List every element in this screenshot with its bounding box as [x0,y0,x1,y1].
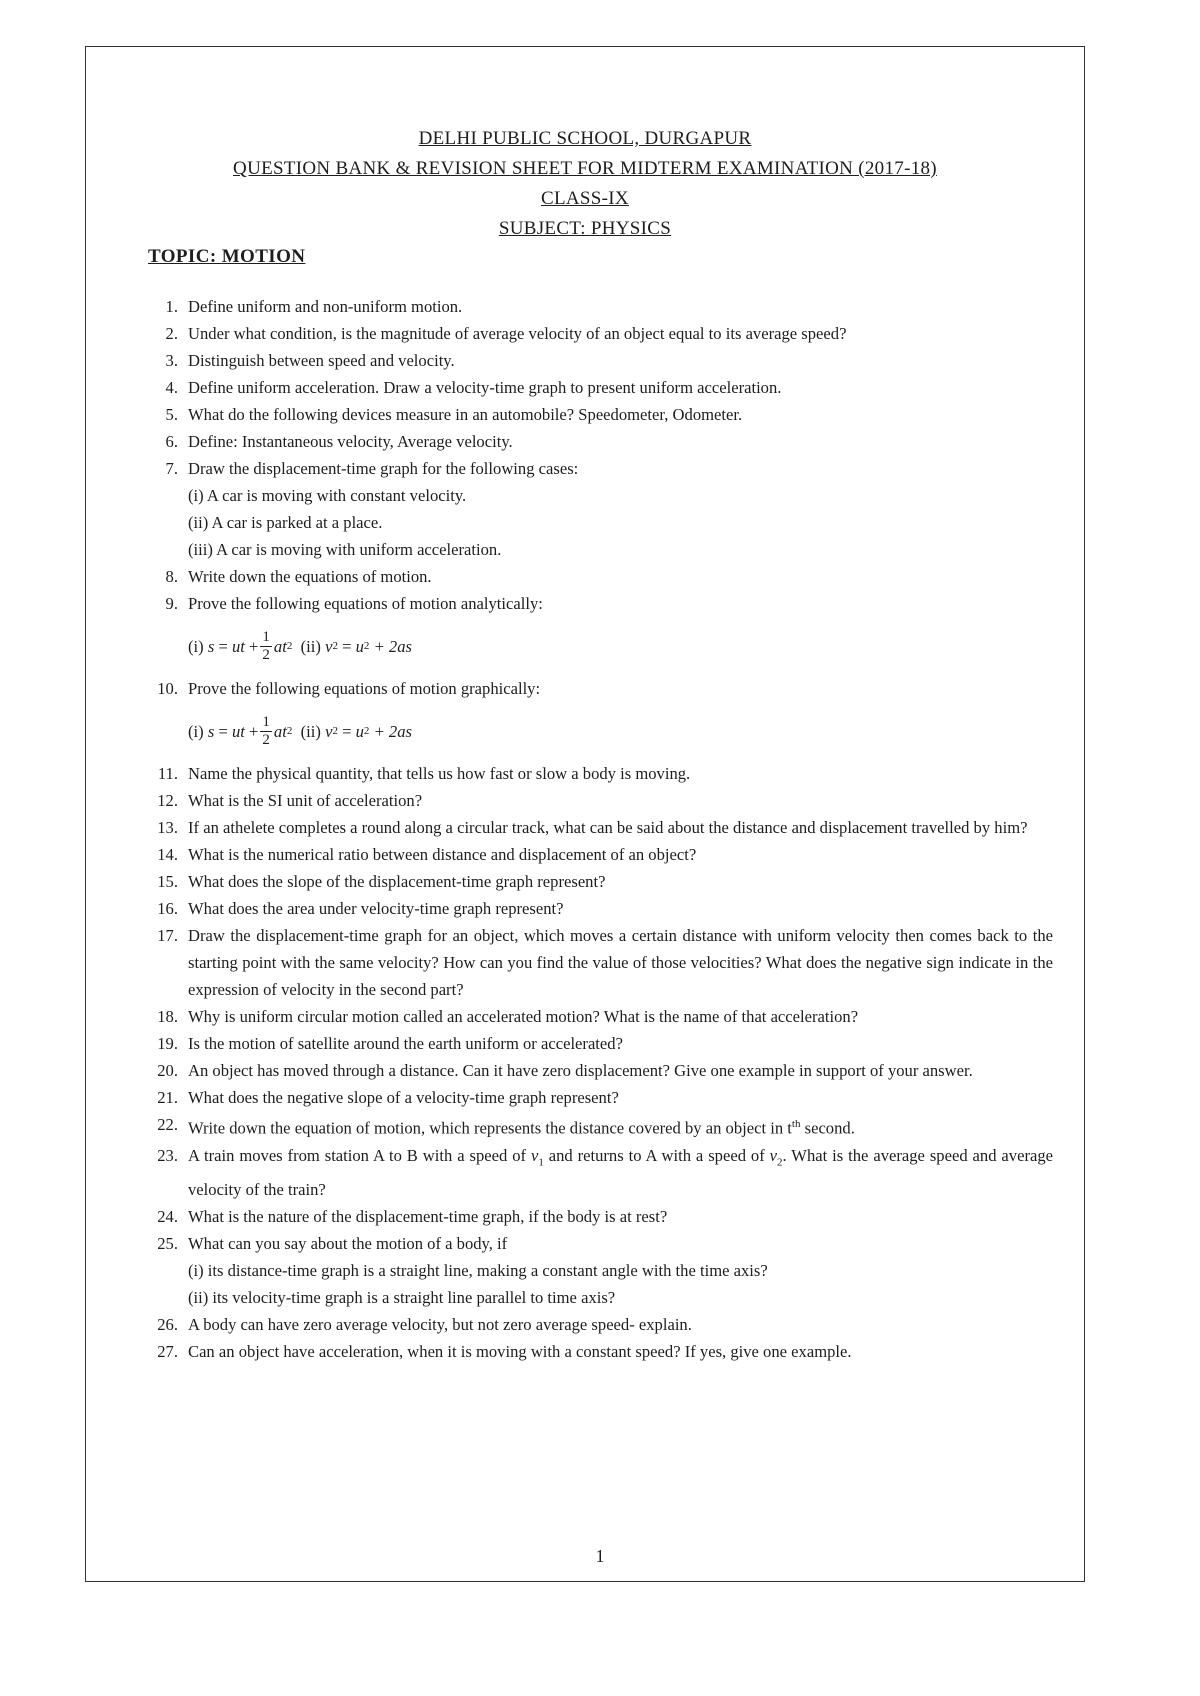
question-item: 20. An object has moved through a distance. Can it have zero displacement? Give one example in support of your answer. [157,1061,973,1080]
question-item: 7. Draw the displacement-time graph for the following cases: [165,459,579,478]
question-item: 12. What is the SI unit of acceleration? [157,791,423,810]
question-item: 19. Is the motion of satellite around the earth uniform or accelerated? [157,1034,623,1053]
sheet-title: QUESTION BANK & REVISION SHEET FOR MIDTERM EXAMINATION (2017-18) [233,158,937,179]
question-item: 18. Why is uniform circular motion called an accelerated motion? What is the name of that acceleration? [157,1007,859,1026]
sub-question: (ii) A car is parked at a place. [188,513,383,532]
question-item: 11. Name the physical quantity, that tells us how fast or slow a body is moving. [157,764,691,783]
sub-question: (i) its distance-time graph is a straight line, making a constant angle with the time axis? [188,1260,768,1280]
sub-question: (i) A car is moving with constant velocity. [188,486,467,505]
question-item: 23. A train moves from station A to B with a speed of $v_1$ and returns to A with a speed of $v_2$. What is the average speed and average velocity of the train? [157,1145,1053,1199]
question-item: 24. What is the nature of the displacement-time graph, if the body is at rest? [157,1206,668,1226]
question-item: 9. Prove the following equations of motion analytically: [165,594,543,613]
question-item: 13. If an athelete completes a round along a circular track, what can be said about the distance and displacement travelled by him? [157,818,1028,837]
question-item: 26. A body can have zero average velocity, but not zero average speed- explain. [157,1314,692,1334]
question-item: 15. What does the slope of the displacement-time graph represent? [157,872,606,891]
school-name: DELHI PUBLIC SCHOOL, DURGAPUR [418,128,752,149]
class-label: CLASS-IX [541,188,629,209]
question-item: 5. What do the following devices measure in an automobile? Speedometer, Odometer. [165,405,743,424]
question-item: 17. Draw the displacement-time graph for an object, which moves a certain distance with uniform velocity then comes back to the starting point with the same velocity? How can you find the value of those velocities? What does the negative sign indicate in the expression of velocity in the second part? [157,926,1053,999]
question-item: 2. Under what condition, is the magnitude of average velocity of an object equal to its average speed? [165,324,847,343]
question-item: 6. Define: Instantaneous velocity, Average velocity. [165,432,513,451]
sub-question: (iii) A car is moving with uniform acceleration. [188,540,502,559]
question-item: 22. Write down the equation of motion, which represents the distance covered by an object in $t^{th}$ second. [157,1115,855,1138]
subject-label: SUBJECT: PHYSICS [498,218,672,239]
topic-heading: TOPIC: MOTION [148,246,306,267]
equation-line: (i) s = ut + $\frac{1}{2}$ at 2 (ii) v 2 = u 2 + 2as [188,628,412,663]
page-number: 1 [595,1546,605,1566]
question-item: 4. Define uniform acceleration. Draw a velocity-time graph to present uniform acceleration. [165,378,782,397]
question-item: 8. Write down the equations of motion. [165,567,432,586]
question-item: 27. Can an object have acceleration, when it is moving with a constant speed? If yes, give one example. [157,1341,852,1361]
sub-question: (ii) its velocity-time graph is a straight line parallel to time axis? [188,1287,616,1307]
question-item: 21. What does the negative slope of a velocity-time graph represent? [157,1088,619,1107]
question-item: 10. Prove the following equations of motion graphically: [157,679,541,698]
question-item: 14. What is the numerical ratio between distance and displacement of an object? [157,845,697,864]
question-item: 16. What does the area under velocity-time graph represent? [157,899,564,918]
question-item: 1. Define uniform and non-uniform motion. [165,297,463,316]
question-item: 25. What can you say about the motion of a body, if [157,1233,508,1253]
question-list [148,293,1053,1365]
question-item: 3. Distinguish between speed and velocity. [165,351,455,370]
equation-line: (i) s = ut + $\frac{1}{2}$ at 2 (ii) v 2 = u 2 + 2as [188,713,412,748]
